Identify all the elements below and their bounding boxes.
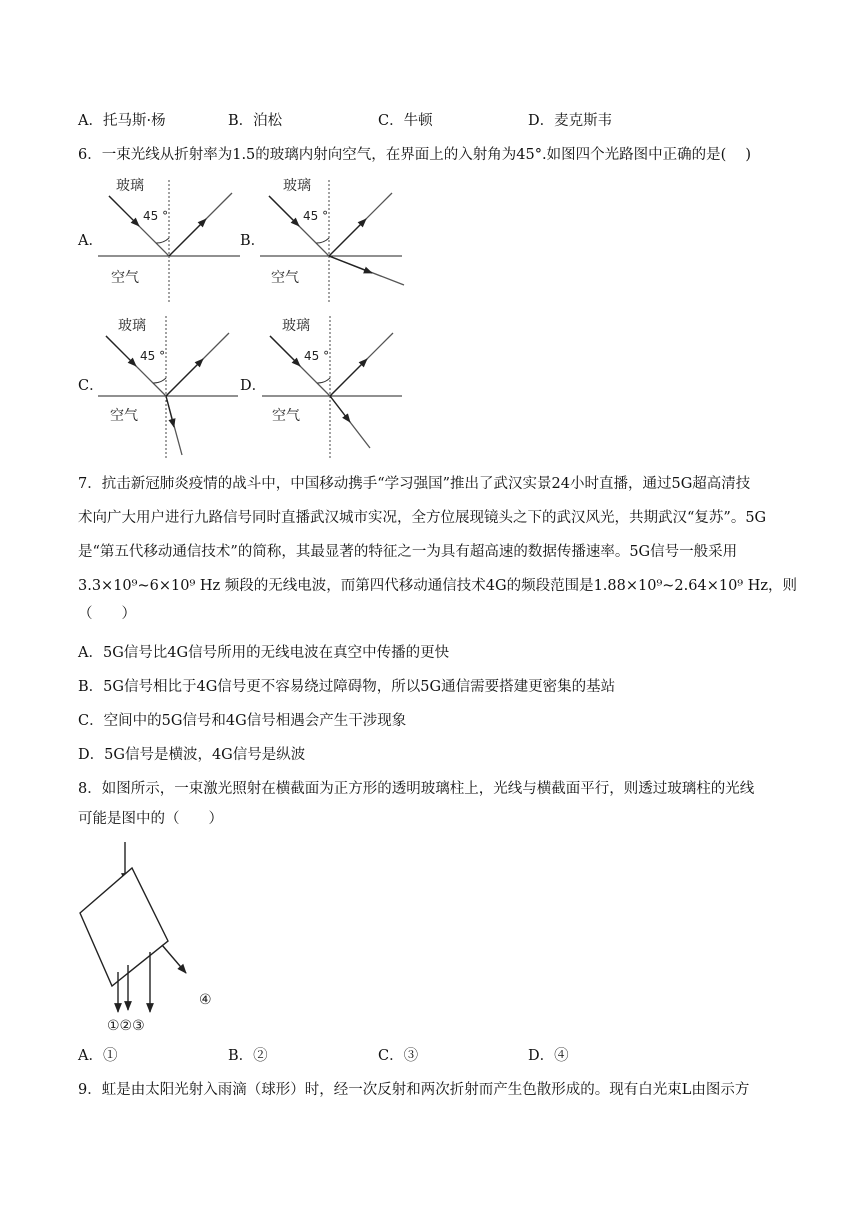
q6-a-angle-label: 45 ° xyxy=(143,209,169,223)
q8-option-d-key: D． xyxy=(528,1048,555,1064)
q6-d-glass-label: 玻璃 xyxy=(282,318,310,334)
q5-option-c-text: 牛顿 xyxy=(403,113,433,129)
q8-option-a-key: A． xyxy=(78,1048,103,1064)
q7-option-d-key: D． xyxy=(78,747,105,763)
q7-option-b[interactable] xyxy=(78,677,615,697)
q7-stem-line5: （ ） xyxy=(78,606,136,622)
q7-option-b-text: 5G信号相比于4G信号更不容易绕过障碍物，所以5G通信需要搭建更密集的基站 xyxy=(103,679,616,695)
q8-option-d[interactable] xyxy=(528,1046,569,1066)
q6-option-b[interactable]: B． xyxy=(240,233,266,249)
q7-option-a-text: 5G信号比4G信号所用的无线电波在真空中传播的更快 xyxy=(102,645,450,661)
q7-option-b-key: B． xyxy=(78,679,104,695)
q6-option-c[interactable]: C． xyxy=(78,378,104,394)
q7-stem-line1: 7．抗击新冠肺炎疫情的战斗中，中国移动携手“学习强国”推出了武汉实景24小时直播，通过5G超高清技 xyxy=(78,476,751,492)
q8-figure xyxy=(80,842,212,1034)
q5-option-d-text: 麦克斯韦 xyxy=(554,113,613,129)
q8-stem-line2: 可能是图中的（ ） xyxy=(78,811,223,827)
q8-option-c[interactable] xyxy=(378,1046,418,1066)
q8-ray-labels-123: ①②③ xyxy=(107,1018,145,1034)
q8-option-b-text: ② xyxy=(253,1048,268,1064)
q6-c-glass-label: 玻璃 xyxy=(118,318,146,334)
q5-option-a[interactable]: A．托马斯·杨 xyxy=(78,113,166,129)
q8-option-a-text: ① xyxy=(102,1048,118,1064)
q5-option-b[interactable]: B．泊松 xyxy=(228,113,283,129)
q8-option-c-text: ③ xyxy=(403,1048,419,1064)
q6-figure-c xyxy=(98,316,238,458)
q7-option-d-text: 5G信号是横波，4G信号是纵波 xyxy=(104,747,306,763)
q7-stem-line3: 是“第五代移动通信技术”的简称，其最显著的特征之一为具有超高速的数据传播速率。5G信号一般采用 xyxy=(78,544,738,560)
q8-option-c-key: C． xyxy=(378,1048,404,1064)
q7-option-c-text: 空间中的5G信号和4G信号相遇会产生干涉现象 xyxy=(103,713,407,729)
q7-option-c-key: C． xyxy=(78,713,104,729)
q6-b-angle-label: 45 ° xyxy=(303,209,329,223)
q6-option-a[interactable]: A． xyxy=(78,233,103,249)
q8-option-b[interactable] xyxy=(228,1046,268,1066)
q8-stem-line1: 8．如图所示，一束激光照射在横截面为正方形的透明玻璃柱上，光线与横截面平行，则透过玻璃柱的光线 xyxy=(78,781,755,797)
q5-option-c[interactable]: C．牛顿 xyxy=(378,113,433,129)
q6-b-air-label: 空气 xyxy=(271,270,299,286)
q6-figure-a xyxy=(98,177,240,302)
q8-option-a[interactable] xyxy=(78,1046,117,1066)
q6-figure-b xyxy=(260,177,404,302)
q8-option-d-text: ④ xyxy=(554,1048,569,1064)
q7-option-a[interactable] xyxy=(78,643,449,663)
q6-stem: 6．一束光线从折射率为1.5的玻璃内射向空气，在界面上的入射角为45°.如图四个光路图中正确的是( ) xyxy=(78,147,752,163)
q5-option-d[interactable]: D．麦克斯韦 xyxy=(528,113,613,129)
q6-option-d[interactable]: D． xyxy=(240,378,267,394)
q7-option-a-key: A． xyxy=(78,645,103,661)
q5-option-a-text: 托马斯·杨 xyxy=(102,113,166,129)
q7-stem-line4: 3.3×10⁹~6×10⁹ Hz 频段的无线电波，而第四代移动通信技术4G的频段范围是1.88×10⁹~2.64×10⁹ Hz，则 xyxy=(78,578,798,594)
q5-option-b-text: 泊松 xyxy=(253,113,283,129)
q6-c-air-label: 空气 xyxy=(110,408,138,424)
q6-figure-d xyxy=(262,316,402,458)
q7-option-d[interactable] xyxy=(78,745,305,765)
q6-a-air-label: 空气 xyxy=(111,270,139,286)
q6-b-glass-label: 玻璃 xyxy=(283,178,311,194)
q6-c-angle-label: 45 ° xyxy=(140,349,166,363)
q7-option-c[interactable] xyxy=(78,711,406,731)
q9-stem-line1: 9．虹是由太阳光射入雨滴（球形）时，经一次反射和两次折射而产生色散形成的。现有白光束L由图示方 xyxy=(78,1082,750,1098)
q8-option-b-key: B． xyxy=(228,1048,254,1064)
q8-ray-label-4: ④ xyxy=(199,992,212,1008)
q6-d-air-label: 空气 xyxy=(272,408,300,424)
q7-stem-line2: 术向广大用户进行九路信号同时直播武汉城市实况，全方位展现镜头之下的武汉风光，共期武汉“复苏”。5G xyxy=(78,510,767,526)
q6-d-angle-label: 45 ° xyxy=(304,349,330,363)
q6-a-glass-label: 玻璃 xyxy=(116,178,144,194)
